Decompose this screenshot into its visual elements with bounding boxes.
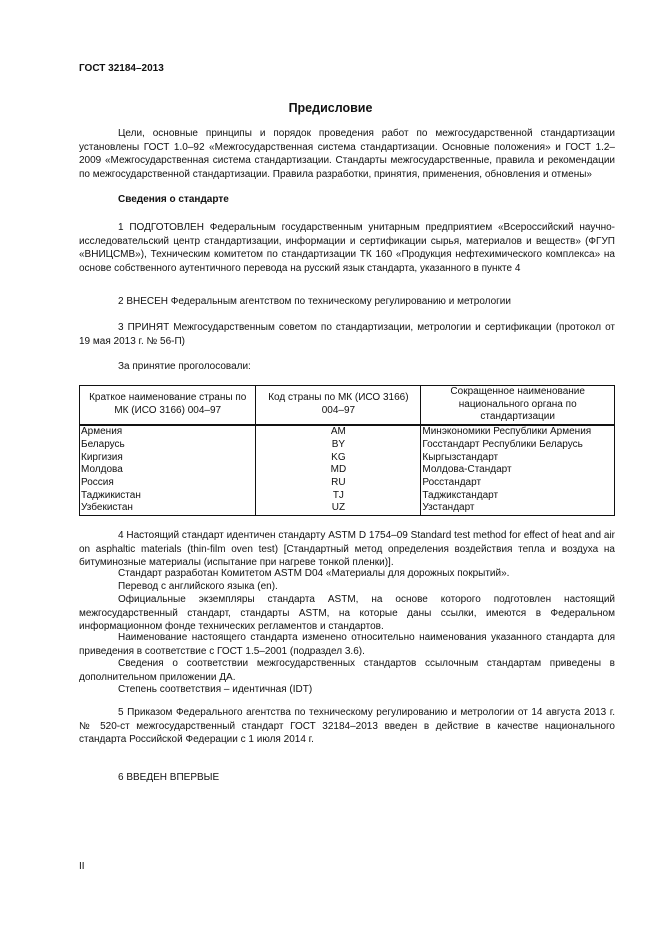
body-cell: Таджикстандарт xyxy=(421,490,615,503)
country-cell: Киргизия xyxy=(80,452,256,465)
body-cell: Госстандарт Республики Беларусь xyxy=(421,439,615,452)
table-row xyxy=(80,477,615,490)
document-id: ГОСТ 32184–2013 xyxy=(79,63,164,74)
table-header-country: Краткое наименование страны по МК (ИСО 3166) 004–97 xyxy=(80,386,256,426)
table-row xyxy=(80,425,615,439)
item-4-line-1: Стандарт разработан Комитетом ASTM D04 «Материалы для дорожных покрытий». xyxy=(118,568,510,579)
item-1-paragraph: 1 ПОДГОТОВЛЕН Федеральным государственным унитарным предприятием «Всероссийский научно-исследовательский центр стандартизации, информации и сертификации сырья, материалов и веществ» (ФГУП «ВНИЦСМВ»), Техническим комитетом по стандартизации ТК 160 «Продукция нефтехимического комплекса» на основе собственного аутентичного перевода на русский язык стандарта, указанного в пункте 4 xyxy=(79,222,615,274)
body-cell: Минэкономики Республики Армения xyxy=(421,425,615,439)
body-cell: Молдова-Стандарт xyxy=(421,464,615,477)
intro-paragraph: Цели, основные принципы и порядок проведения работ по межгосударственной стандартизации установлены ГОСТ 1.0–92 «Межгосударственная система стандартизации. Основные положения» и ГОСТ 1.2–2009 «Межгосударственная система стандартизации. Стандарты межгосударственные, правила и рекомендации по межгосударственной стандартизации. Правила разработки, принятия, применения, обновления и отмены» xyxy=(79,128,615,180)
code-cell: KG xyxy=(256,452,421,465)
code-cell: BY xyxy=(256,439,421,452)
code-cell: TJ xyxy=(256,490,421,503)
body-cell: Узстандарт xyxy=(421,502,615,515)
code-cell: AM xyxy=(256,425,421,439)
code-cell: MD xyxy=(256,464,421,477)
page-title: Предисловие xyxy=(288,101,373,115)
country-cell: Беларусь xyxy=(80,439,256,452)
table-row xyxy=(80,490,615,503)
body-cell: Росстандарт xyxy=(421,477,615,490)
voted-label: За принятие проголосовали: xyxy=(118,361,251,372)
country-cell: Таджикистан xyxy=(80,490,256,503)
country-cell: Узбекистан xyxy=(80,502,256,515)
table-row xyxy=(80,452,615,465)
table-header-code: Код страны по МК (ИСО 3166) 004–97 xyxy=(256,386,421,426)
table-header-row xyxy=(80,386,615,426)
item-4-line-5: Сведения о соответствии межгосударственных стандартов ссылочным стандартам приведены в дополнительном приложении ДА. xyxy=(79,658,615,683)
code-cell: UZ xyxy=(256,502,421,515)
item-5-paragraph: 5 Приказом Федерального агентства по техническому регулированию и метрологии от 14 августа 2013 г. № 520-ст межгосударственный стандарт ГОСТ 32184–2013 введен в действие в качестве национального стандарта Российской Федерации с 1 июля 2014 г. xyxy=(79,707,615,745)
table-header-body: Сокращенное наименование национального органа по стандартизации xyxy=(421,386,615,426)
body-cell: Кыргызстандарт xyxy=(421,452,615,465)
code-cell: RU xyxy=(256,477,421,490)
table-row xyxy=(80,439,615,452)
table-row xyxy=(80,502,615,515)
voting-table xyxy=(79,385,615,516)
country-cell: Армения xyxy=(80,425,256,439)
table-row xyxy=(80,464,615,477)
country-cell: Молдова xyxy=(80,464,256,477)
item-4-line-4: Наименование настоящего стандарта изменено относительно наименования указанного стандарта для приведения в соответствие с ГОСТ 1.5–2001 (подраздел 3.6). xyxy=(79,632,615,657)
item-4-line-3: Официальные экземпляры стандарта ASTM, на основе которого подготовлен настоящий межгосударственный стандарт, стандарты ASTM, на которые даны ссылки, имеются в Федеральном информационном фонде технических регламентов и стандартов. xyxy=(79,594,615,632)
item-4-line-6: Степень соответствия – идентичная (IDT) xyxy=(118,684,313,695)
item-4-paragraph: 4 Настоящий стандарт идентичен стандарту ASTM D 1754–09 Standard test method for effect of heat and air on asphaltic materials (thin-film oven test) [Стандартный метод определения воздействия тепла и воздуха на битуминозные материалы (испытание при нагреве тонкой пленки)]. xyxy=(79,530,615,568)
item-3-paragraph: 3 ПРИНЯТ Межгосударственным советом по стандартизации, метрологии и сертификации (протокол от 19 мая 2013 г. № 56-П) xyxy=(79,322,615,347)
page-number: II xyxy=(79,861,85,872)
item-2-paragraph: 2 ВНЕСЕН Федеральным агентством по техническому регулированию и метрологии xyxy=(118,296,511,307)
item-6-paragraph: 6 ВВЕДЕН ВПЕРВЫЕ xyxy=(118,772,220,783)
item-4-line-2: Перевод с английского языка (en). xyxy=(118,581,278,592)
section-subtitle: Сведения о стандарте xyxy=(118,194,229,205)
country-cell: Россия xyxy=(80,477,256,490)
